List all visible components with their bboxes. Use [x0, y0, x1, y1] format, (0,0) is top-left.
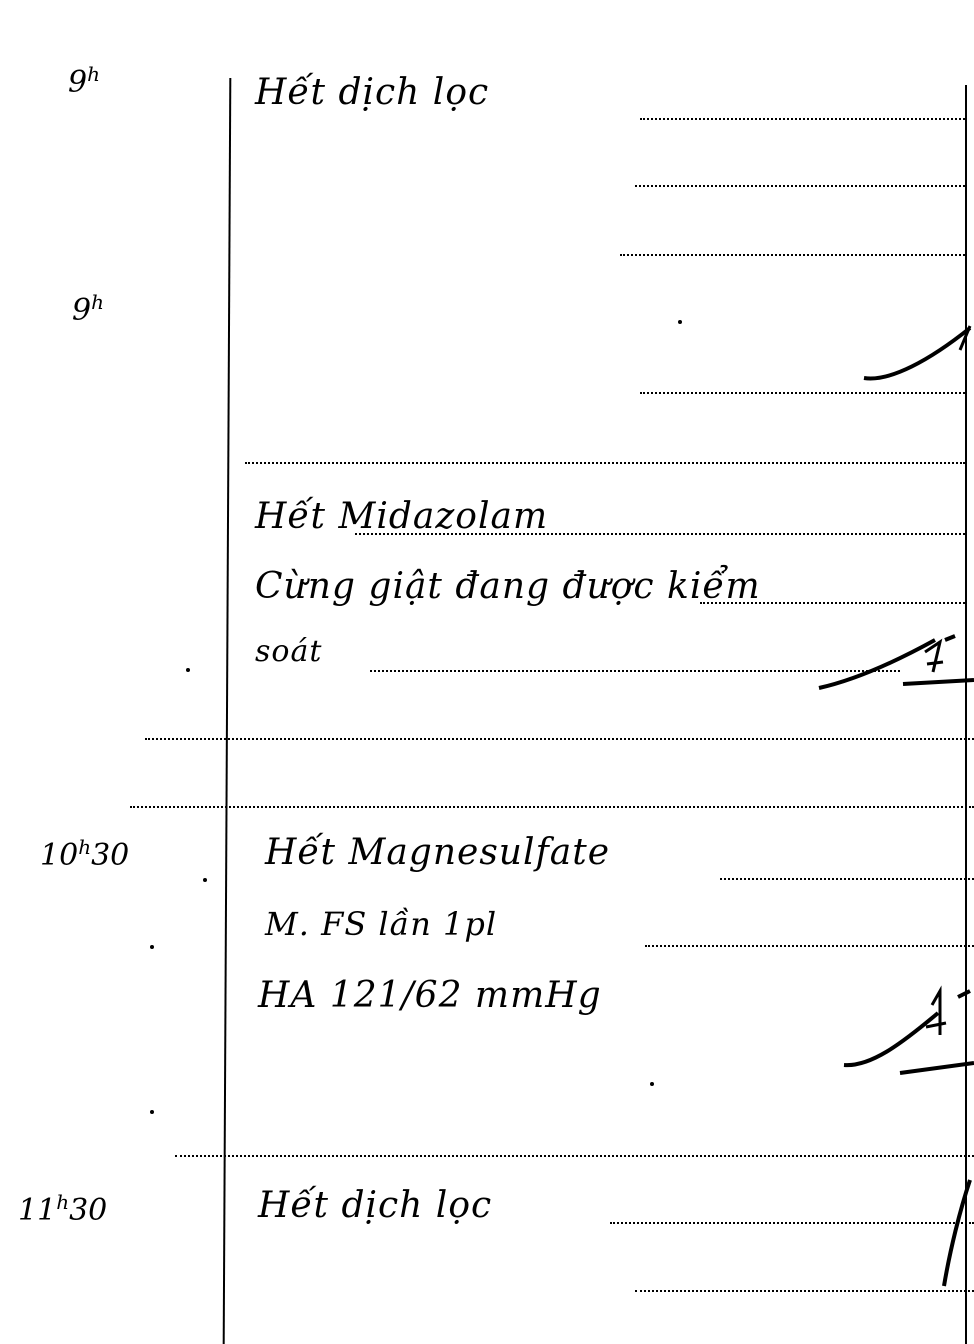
- ruled-line: [645, 945, 974, 947]
- entry-time: 9$^h$: [72, 290, 104, 328]
- signature: [860, 320, 974, 390]
- entry-time: 11$^h$30: [18, 1190, 108, 1228]
- ruled-line: [640, 392, 965, 394]
- entry-note: Hết Magnesulfate: [265, 832, 611, 873]
- stray-mark: [150, 1110, 154, 1114]
- ruled-line: [620, 254, 965, 256]
- ruled-line: [130, 806, 974, 808]
- stray-mark: [186, 668, 190, 672]
- ruled-line: [635, 185, 965, 187]
- entry-note: M. FS lần 1pl: [265, 905, 498, 943]
- signature: [840, 985, 974, 1075]
- entry-time: 10$^h$30: [40, 835, 130, 873]
- ruled-line: [245, 462, 965, 464]
- entry-time: 9$^h$: [68, 62, 100, 100]
- entry-note: Hết Midazolam: [255, 496, 549, 537]
- entry-note: Cừng giật đang được kiểm: [255, 566, 761, 607]
- entry-note: soát: [255, 634, 323, 669]
- stray-mark: [678, 320, 682, 324]
- entry-note: Hết dịch lọc: [258, 1185, 493, 1226]
- ruled-line: [145, 738, 974, 740]
- entry-note: Hết dịch lọc: [255, 72, 490, 113]
- ruled-line: [635, 1290, 974, 1292]
- ruled-line: [610, 1222, 974, 1224]
- entry-note: HA 121/62 mmHg: [258, 975, 602, 1016]
- ruled-line: [175, 1155, 974, 1157]
- stray-mark: [650, 1082, 654, 1086]
- ruled-line: [720, 878, 974, 880]
- signature: [815, 632, 974, 692]
- stray-mark: [150, 945, 154, 949]
- ruled-line: [640, 118, 965, 120]
- stray-mark: [203, 878, 207, 882]
- signature: [930, 1170, 974, 1290]
